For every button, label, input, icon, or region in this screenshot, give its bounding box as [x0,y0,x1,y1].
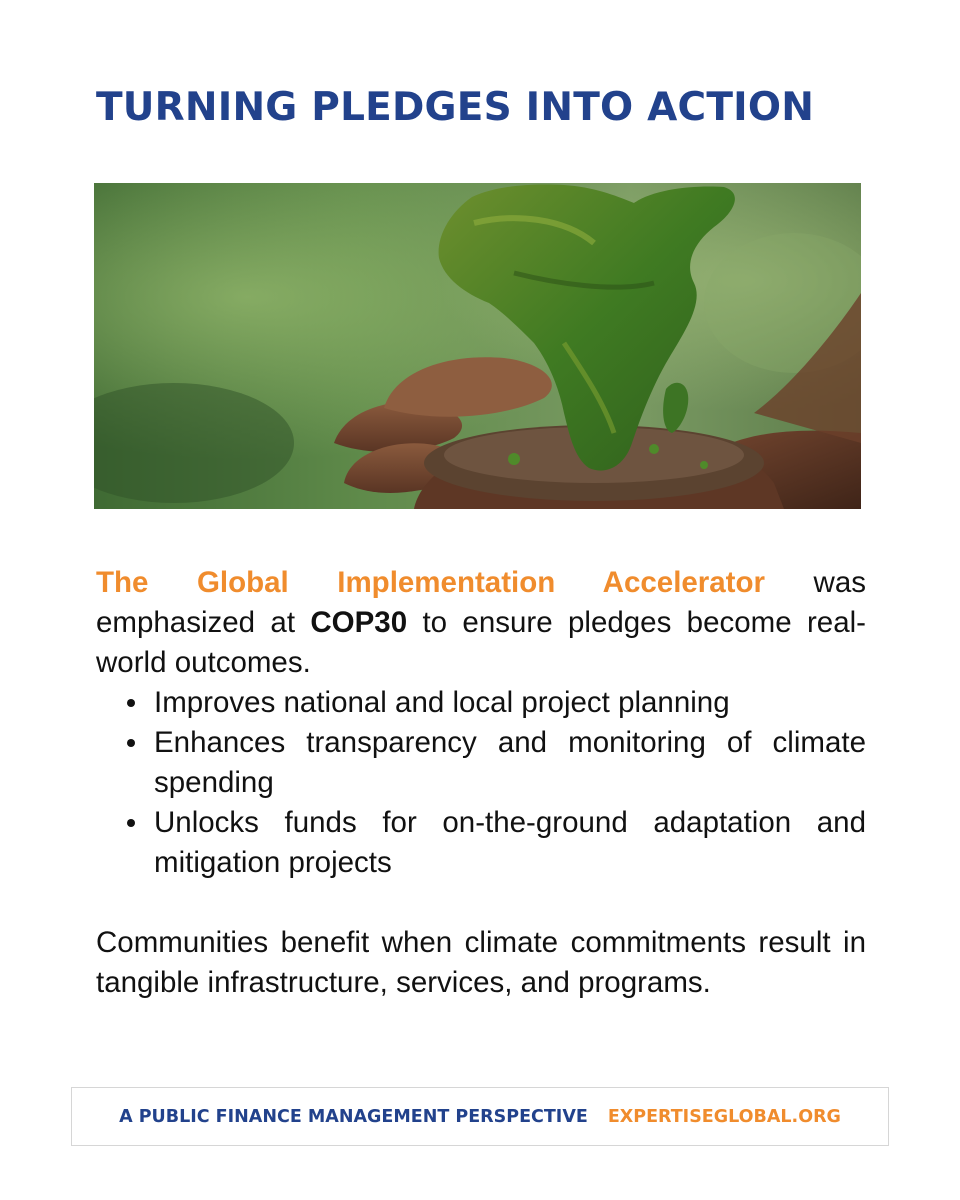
list-item-text: Improves national and local project planning [154,686,730,719]
closing-paragraph: Communities benefit when climate commitments result in tangible infrastructure, services, and programs. [96,926,866,999]
list-item [154,723,866,803]
list-item-text: Enhances transparency and monitoring of climate spending [154,726,866,799]
bullet-dot-icon [127,819,135,827]
page-title: TURNING PLEDGES INTO ACTION [96,85,815,130]
intro-text-1: was emphasized at [96,566,866,639]
list-item-text: Unlocks funds for on-the-ground adaptation and mitigation projects [154,806,866,879]
benefits-list [96,683,866,883]
bullet-dot-icon [127,739,135,747]
bullet-dot-icon [127,699,135,707]
intro-paragraph [96,563,866,683]
list-item [154,683,866,723]
hero-image-hands-africa-map [94,183,861,509]
cop30-label: COP30 [310,606,408,639]
footer-website-link[interactable]: EXPERTISEGLOBAL.ORG [607,1106,841,1127]
initiative-name: The Global Implementation Accelerator [96,566,766,599]
footer-banner [71,1087,889,1146]
footer-tagline: A PUBLIC FINANCE MANAGEMENT PERSPECTIVE [119,1106,588,1127]
main-body [96,563,866,1003]
intro-text-2: to ensure pledges become real-world outcomes. [96,606,866,679]
list-item [154,803,866,883]
